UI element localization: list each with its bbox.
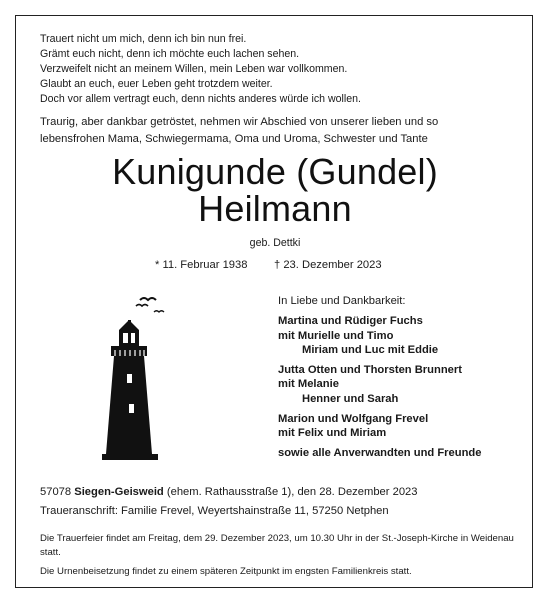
family-line: Miriam und Luc mit Eddie xyxy=(302,344,439,357)
family-group xyxy=(278,314,528,358)
family-line: Henner und Sarah xyxy=(302,392,399,405)
family-line: mit Murielle und Timo xyxy=(278,329,394,342)
family-group xyxy=(278,363,528,407)
funeral-note: Die Trauerfeier findet am Freitag, dem 29. Dezember 2023, um 10.30 Uhr in der St.-Joseph-Kirche in Weidenau statt. xyxy=(40,533,514,558)
family-group xyxy=(278,412,528,441)
death-date: † 23. Dezember 2023 xyxy=(274,259,382,271)
intro-text xyxy=(40,114,515,147)
family-line: Martina und Rüdiger Fuchs xyxy=(278,315,423,327)
family-line: mit Felix und Miriam xyxy=(278,427,387,440)
place-name: Siegen-Geisweid xyxy=(74,486,164,498)
intro-line: Traurig, aber dankbar getröstet, nehmen wir Abschied von unserer lieben und so xyxy=(40,116,439,128)
poem xyxy=(40,32,361,107)
birth-date: * 11. Februar 1938 xyxy=(155,259,248,271)
deceased-name-last: Heilmann xyxy=(198,188,352,229)
family-heading: In Liebe und Dankbarkeit: xyxy=(278,295,406,307)
seagull-icon xyxy=(154,311,164,312)
place-date-line xyxy=(40,486,520,498)
family-line: Jutta Otten und Thorsten Brunnert xyxy=(278,363,462,376)
poem-line: Glaubt an euch, euer Leben geht trotzdem weiter. xyxy=(40,78,273,91)
postcode: 57078 xyxy=(40,486,72,498)
urn-note: Die Urnenbeisetzung findet zu einem späteren Zeitpunkt im engsten Familienkreis statt. xyxy=(40,566,412,577)
seagull-icon xyxy=(140,298,156,300)
place-date-rest: (ehem. Rathausstraße 1), den 28. Dezember 2023 xyxy=(166,486,418,498)
birth-name: geb. Dettki xyxy=(249,237,301,249)
lighthouse-icon xyxy=(102,292,202,472)
family-group xyxy=(278,446,528,461)
poem-line: Doch vor allem vertragt euch, denn nichts anderes würde ich wollen. xyxy=(40,93,361,106)
seagull-icon xyxy=(136,305,148,307)
mourning-address: Traueranschrift: Familie Frevel, Weyertshainstraße 11, 57250 Netphen xyxy=(40,505,389,517)
poem-line: Trauert nicht um mich, denn ich bin nun frei. xyxy=(40,33,247,45)
poem-line: Verzweifelt nicht an meinem Willen, mein Leben war vollkommen. xyxy=(40,63,348,76)
intro-line: lebensfrohen Mama, Schwiegermama, Oma und Uroma, Schwester und Tante xyxy=(40,132,428,145)
family-line: sowie alle Anverwandten und Freunde xyxy=(278,446,482,459)
family-line: mit Melanie xyxy=(278,378,339,391)
poem-line: Grämt euch nicht, denn ich möchte euch lachen sehen. xyxy=(40,48,300,61)
family-line: Marion und Wolfgang Frevel xyxy=(278,412,429,425)
notes xyxy=(40,532,518,584)
deceased-name-first: Kunigunde (Gundel) xyxy=(112,151,438,192)
family-list xyxy=(278,295,528,465)
